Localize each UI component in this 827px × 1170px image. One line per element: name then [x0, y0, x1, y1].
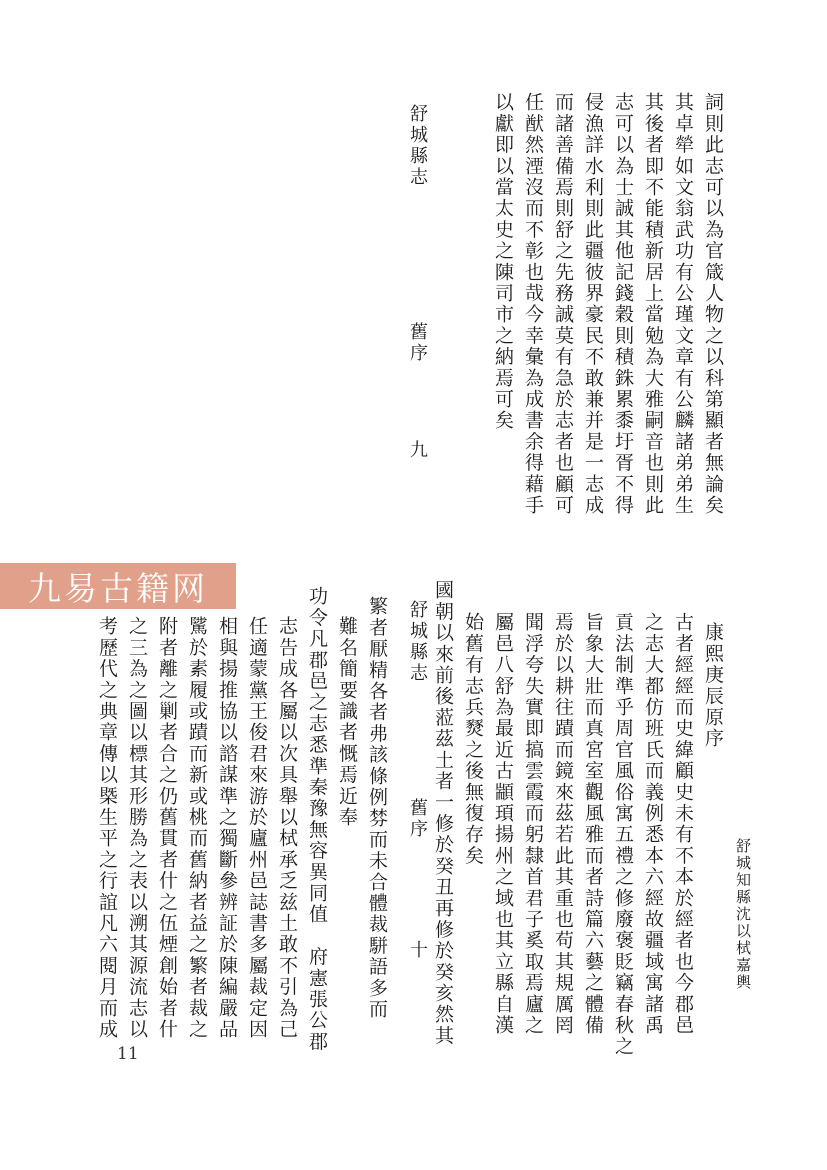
bottom-text-column-14: 任適蒙黨王俊君來游於廬州邑誌書多屬裁定因 — [246, 616, 268, 1040]
bottom-text-column-2: 之志大都仿班氏而義例悉本六經故疆域寓諸禹 — [642, 612, 664, 1036]
bottom-text-column-13: 志告成各屬以次具舉以栻承乏兹土敢不引為己 — [276, 616, 298, 1040]
preface-author: 舒城知縣沈以栻嘉輿 — [734, 838, 752, 991]
watermark-banner: 九易古籍网 — [0, 563, 236, 609]
bottom-text-column-7: 屬邑八舒為最近古顓頊揚州之域也其立縣自漢 — [492, 612, 514, 1036]
bottom-text-column-12: 功令凡郡邑之志悉準秦豫無容異同值 府憲張公郡 — [306, 586, 328, 1053]
top-text-column-5: 侵漁詳水利則此疆彼界豪民不敢兼并是一志成 — [582, 92, 604, 516]
bottom-text-column-17: 附者離之剿者合之仍舊貫者什之伍煙創始者什 — [156, 616, 178, 1040]
top-text-column-4: 志可以為士誠其他記錢穀則積銖累黍圩胥不得 — [612, 92, 634, 516]
bottom-text-column-15: 相與揚推協以諮謀準之獨斷參辨証於陳編嚴品 — [216, 616, 238, 1040]
bottom-text-column-10: 繁者厭精各者弗該條例棼而未合體裁駢語多而 — [366, 596, 388, 1020]
top-text-column-2: 其卓犖如文翁武功有公瑾文章有公麟諸弟弟生 — [672, 92, 694, 516]
top-header-book-title: 舒城縣志 — [407, 104, 428, 188]
bottom-text-column-16: 騭於素履或蹟而新或桃而舊納者益之繁者裁之 — [186, 616, 208, 1040]
bottom-header-section: 舊序 — [407, 798, 428, 840]
bottom-text-column-8: 始舊有志兵燹之後無復存矣 — [462, 612, 484, 867]
top-text-column-7: 任猷然湮沒而不彰也哉今幸彙為成書余得藉手 — [522, 92, 544, 516]
top-text-column-8: 以獻即以當太史之陳司市之納焉可矣 — [492, 92, 514, 432]
bottom-text-column-19: 考歷代之典章傳以槩生平之行誼凡六閱月而成 — [96, 616, 118, 1040]
bottom-header-page-number: 十 — [407, 940, 428, 961]
bottom-text-column-5: 焉於以耕往蹟而鏡來茲若此其重也苟其規厲罔 — [552, 612, 574, 1036]
bottom-text-column-18: 之三為之圖以標其形勝為之表以溯其源流志以 — [126, 616, 148, 1040]
bottom-text-column-3: 貢法制準乎周官風俗寓五禮之修廢褒貶竊春秋之 — [612, 612, 634, 1058]
bottom-text-column-1: 古者經經而史緯顧史未有不本於經者也今郡邑 — [672, 612, 694, 1036]
top-header-section: 舊序 — [407, 322, 428, 364]
bottom-text-column-9: 國朝以來前後蒞茲土者一修於癸丑再修於癸亥然其 — [432, 580, 454, 1047]
top-text-column-3: 其後者即不能積新居上當勉為大雅嗣音也則此 — [642, 92, 664, 516]
preface-title: 康熙庚辰原序 — [702, 622, 724, 750]
top-text-column-6: 而諸善備焉則舒之先務誠莫有急於志者也顧可 — [552, 92, 574, 516]
bottom-text-column-11: 難名簡要識者慨焉近奉 — [336, 616, 358, 828]
top-header-page-number: 九 — [407, 440, 428, 461]
bottom-header-book-title: 舒城縣志 — [407, 600, 428, 684]
page-number: 11 — [117, 1044, 139, 1064]
bottom-text-column-6: 聞浮夸失實即搞雲霞而躬隸首君子奚取焉廬之 — [522, 612, 544, 1036]
top-text-column-1: 詞則此志可以為官箴人物之以科第顯者無論矣 — [702, 92, 724, 516]
bottom-text-column-4: 旨象大壯而真宮室觀風雅而者詩篇六藝之體備 — [582, 612, 604, 1036]
